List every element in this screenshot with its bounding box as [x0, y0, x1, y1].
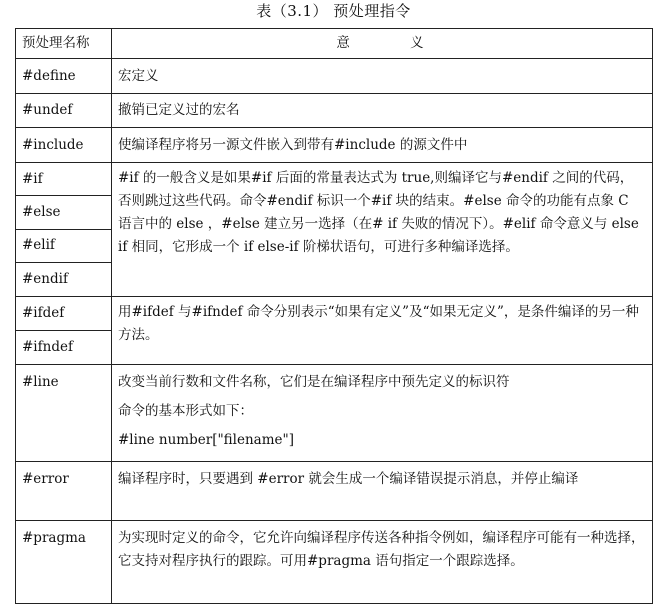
directive-desc: [112, 364, 653, 461]
directive-name: #elif: [16, 229, 112, 262]
directive-desc: 为实现时定义的命令，它允许向编译程序传送各种指令例如，编译程序可能有一种选择，它支持对程序执行的跟踪。可用#pragma 语句指定一个跟踪选择。: [112, 520, 653, 603]
directive-name: #ifndef: [16, 331, 112, 364]
table-row: [16, 162, 653, 195]
line-desc-form: 命令的基本形式如下：: [118, 402, 253, 419]
directive-name: #undef: [16, 93, 112, 127]
table-row: [16, 461, 653, 520]
table-row: [16, 93, 653, 127]
directive-desc: 用#ifdef 与#ifndef 命令分别表示“如果有定义”及“如果无定义”，是条件编译的另一种方法。: [112, 296, 653, 364]
directive-name: #error: [16, 461, 112, 520]
directive-name: #else: [16, 196, 112, 229]
preprocessor-table: [15, 28, 653, 604]
directive-desc: 使编译程序将另一源文件嵌入到带有#include 的源文件中: [112, 128, 653, 162]
header-name: 预处理名称: [16, 29, 112, 59]
directive-name: #endif: [16, 263, 112, 296]
table-row: [16, 364, 653, 461]
directive-desc: #if 的一般含义是如果#if 后面的常量表达式为 true,则编译它与#endif 之间的代码，否则跳过这些代码。命令#endif 标识一个#if 块的结束。#else 命令的功能有点象 C 语言中的 else ，#else 建立另一选择（在# if 失败的情况下）。#elif 命令意义与 else if 相同，它形成一个 if else-if 阶梯状语句，可进行多种编译选择。: [112, 162, 653, 296]
line-desc-syntax: #line number["filename"]: [118, 431, 294, 448]
table-row: [16, 128, 653, 162]
table-row: [16, 59, 653, 93]
directive-name: #line: [16, 364, 112, 461]
line-desc-text: 改变当前行数和文件名称，它们是在编译程序中预先定义的标识符: [118, 373, 510, 390]
table-row: [16, 520, 653, 603]
directive-name: #define: [16, 59, 112, 93]
directive-name: #include: [16, 128, 112, 162]
directive-desc: 撤销已定义过的宏名: [112, 93, 653, 127]
directive-desc: 编译程序时，只要遇到 #error 就会生成一个编译错误提示消息，并停止编译: [112, 461, 653, 520]
directive-name: #if: [16, 162, 112, 195]
header-meaning: 意 义: [112, 29, 653, 59]
table-row: [16, 296, 653, 330]
table-caption: 表（3.1） 预处理指令: [256, 2, 411, 20]
directive-name: #ifdef: [16, 296, 112, 330]
directive-name: #pragma: [16, 520, 112, 603]
table-header-row: [16, 29, 653, 59]
directive-desc: 宏定义: [112, 59, 653, 93]
